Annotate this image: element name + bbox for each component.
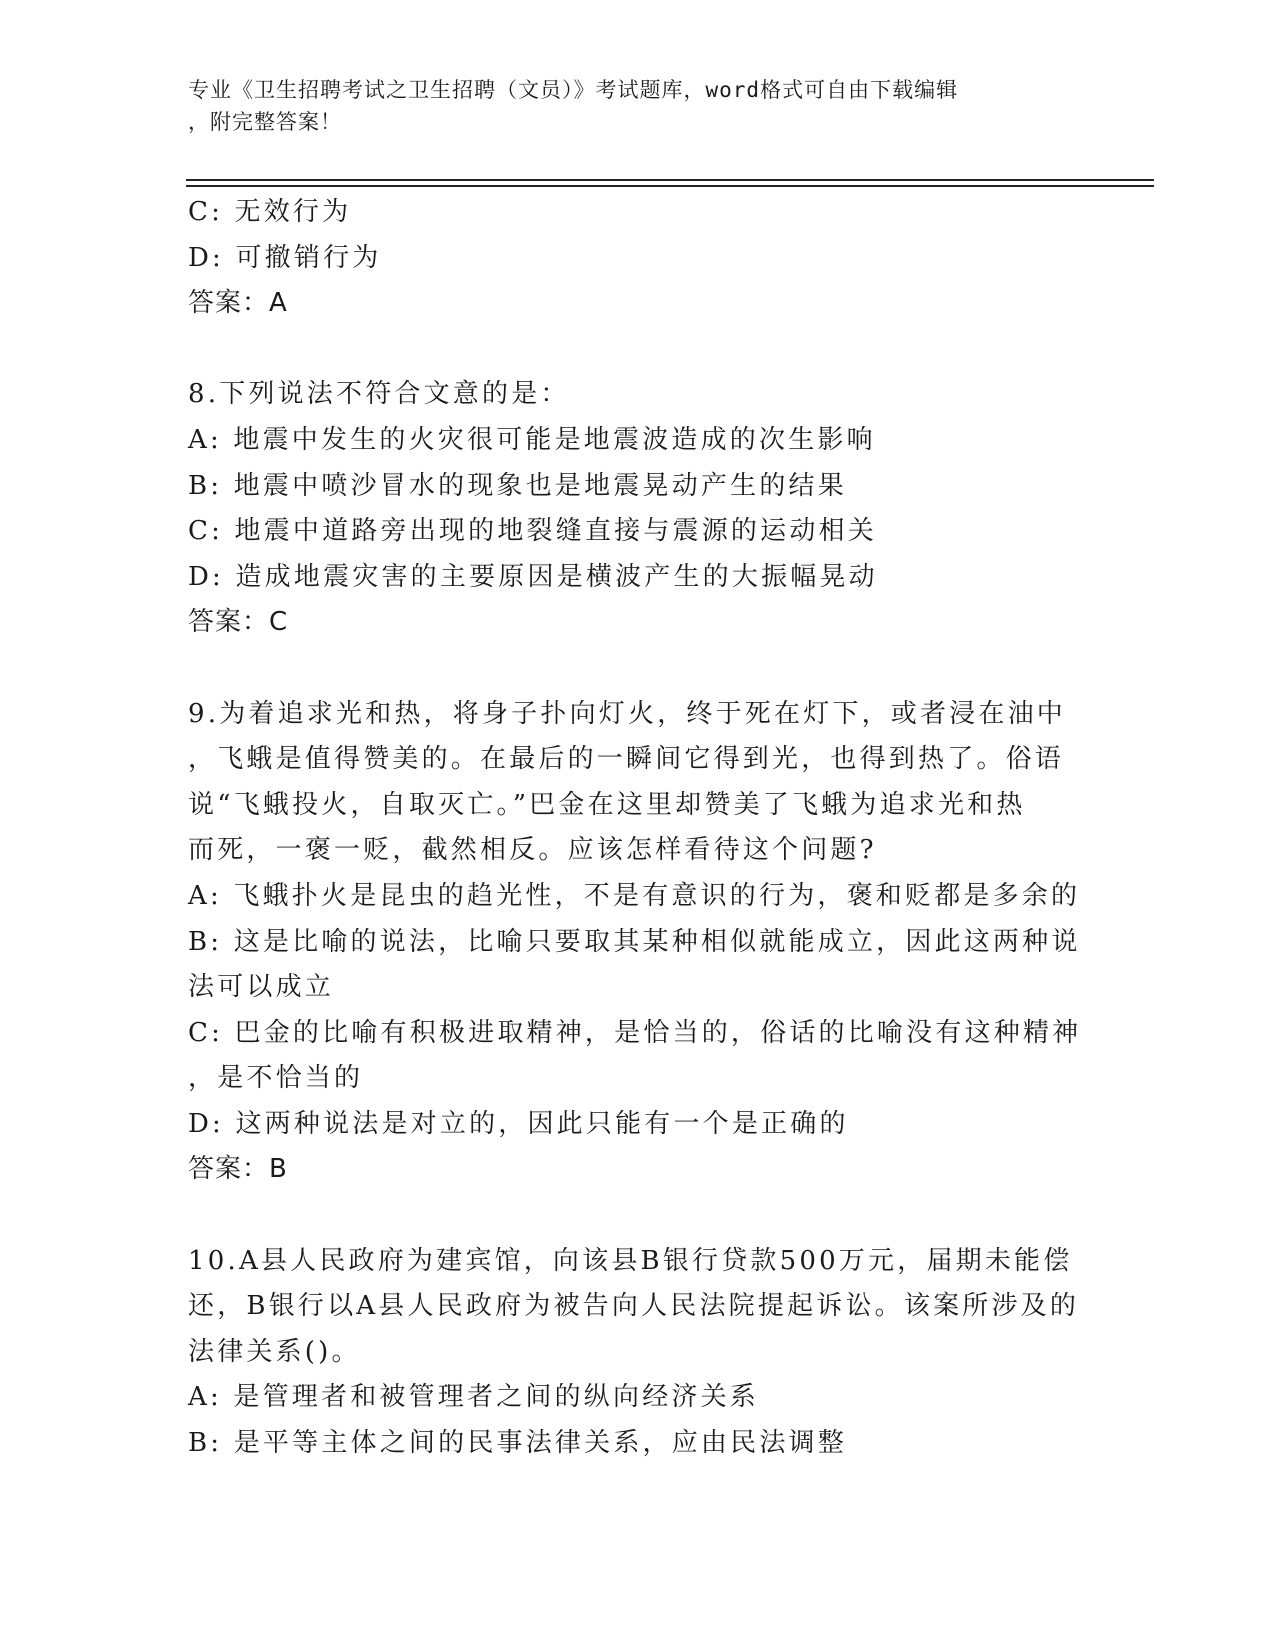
option-a: A: 飞蛾扑火是昆虫的趋光性，不是有意识的行为，褒和贬都是多余的 [188, 880, 1081, 911]
option-b: B: 地震中喷沙冒水的现象也是地震晃动产生的结果 [188, 470, 847, 501]
question-9 [188, 692, 1088, 1194]
spacer [188, 646, 1088, 692]
answer-label: 答案：B [188, 1154, 288, 1185]
question-stem-line-2: 还，B银行以A县人民政府为被告向人民法院提起诉讼。该案所涉及的 [188, 1291, 1080, 1322]
question-stem-line-1: 9.为着追求光和热，将身子扑向灯火，终于死在灯下，或者浸在油中 [188, 698, 1067, 729]
header-rule-bottom [186, 185, 1154, 187]
answer-label: 答案：A [188, 288, 288, 319]
option-d: D: 这两种说法是对立的，因此只能有一个是正确的 [188, 1108, 849, 1139]
option-c: C: 无效行为 [188, 197, 352, 227]
question-content [188, 190, 1088, 1467]
option-a: A: 是管理者和被管理者之间的纵向经济关系 [188, 1382, 760, 1413]
option-b-line-1: B: 这是比喻的说法，比喻只要取其某种相似就能成立，因此这两种说 [188, 926, 1081, 957]
option-c: C: 地震中道路旁出现的地裂缝直接与震源的运动相关 [188, 516, 877, 547]
question-stem-line-3: 法律关系()。 [188, 1336, 361, 1367]
question-8 [188, 372, 1088, 646]
question-stem-line-3: 说“飞蛾投火，自取灭亡。”巴金在这里却赞美了飞蛾为追求光和热 [188, 789, 1026, 820]
question-stem: 8.下列说法不符合文意的是： [188, 379, 570, 410]
option-a: A: 地震中发生的火灾很可能是地震波造成的次生影响 [188, 424, 876, 455]
header-rule-top [186, 179, 1154, 181]
spacer [188, 1193, 1088, 1239]
spacer [188, 327, 1088, 373]
option-c-line-2: ，是不恰当的 [188, 1063, 364, 1094]
option-c-line-1: C: 巴金的比喻有积极进取精神，是恰当的，俗话的比喻没有这种精神 [188, 1017, 1082, 1048]
option-d: D: 可撤销行为 [188, 242, 382, 273]
header-title-line: 专业《卫生招聘考试之卫生招聘（文员）》考试题库，word格式可自由下载编辑 [188, 78, 959, 102]
question-stem-line-4: 而死，一褒一贬，截然相反。应该怎样看待这个问题? [188, 835, 877, 866]
question-stem-line-2: ，飞蛾是值得赞美的。在最后的一瞬间它得到光，也得到热了。俗语 [188, 744, 1065, 775]
header-title-continuation: ，附完整答案！ [188, 110, 342, 134]
question-7-fragment [188, 190, 1088, 327]
answer-label: 答案：C [188, 607, 289, 638]
option-b-line-2: 法可以成立 [188, 972, 335, 1003]
option-b: B: 是平等主体之间的民事法律关系，应由民法调整 [188, 1428, 847, 1459]
option-d: D: 造成地震灾害的主要原因是横波产生的大振幅晃动 [188, 561, 878, 592]
question-stem-line-1: 10.A县人民政府为建宾馆，向该县B银行贷款500万元，届期未能偿 [188, 1245, 1073, 1276]
page-header [188, 74, 1068, 138]
question-10 [188, 1239, 1088, 1467]
